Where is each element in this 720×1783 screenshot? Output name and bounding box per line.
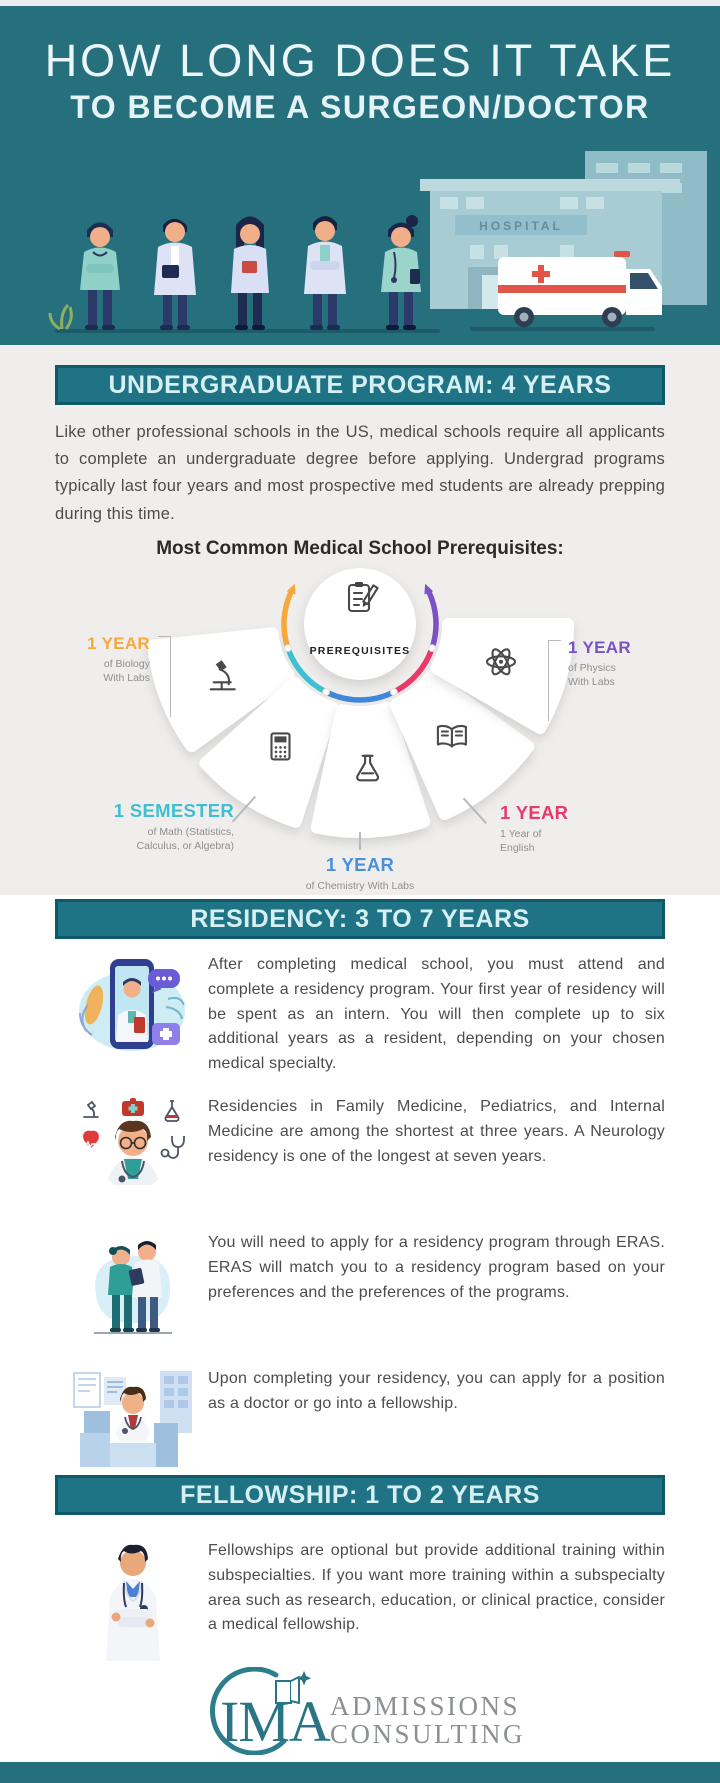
logo-monogram: IMA [220,1688,330,1754]
logo-line2: CONSULTING [330,1718,526,1749]
english-label [500,802,650,855]
physics-label [568,638,698,689]
doctor-with-medical-icons-icon [58,1095,208,1213]
math-duration: 1 SEMESTER [113,799,234,821]
biology-bracket [158,636,171,717]
ima-logo [0,1667,720,1755]
physics-duration: 1 YEAR [568,637,631,657]
biology-label [26,634,150,685]
fellowship-item [0,1539,720,1665]
chemistry-label [260,854,460,893]
undergraduate-banner: UNDERGRADUATE PROGRAM: 4 YEARS [55,365,665,405]
residency-text-2: Residencies in Family Medicine, Pediatrics, and Internal Medicine are among the shortest at three years. A Neurology residency is one of the longest at seven years. [208,1097,665,1165]
biology-duration: 1 YEAR [87,633,150,653]
doctor-at-clinic-desk-icon [58,1367,208,1469]
footer-bar [0,1762,720,1783]
math-detail1: of Math (Statistics, [147,825,234,838]
english-detail1: 1 Year of [500,827,542,840]
residency-item-3 [0,1231,720,1349]
undergraduate-section [0,345,720,895]
header [0,6,720,345]
telehealth-doctor-icon [58,953,208,1059]
prerequisites-heading: Most Common Medical School Prerequisites: [156,537,564,559]
chemistry-detail1: of Chemistry With Labs [305,879,415,892]
open-book-icon [438,726,466,747]
doctor-arms-crossed-icon [58,1539,208,1665]
two-medics-icon [58,1231,208,1349]
residency-text-4: Upon completing your residency, you can apply for a position as a doctor or go into a fellowship. [208,1369,665,1412]
residency-item-2 [0,1095,720,1213]
chemistry-connector [359,832,361,850]
hospital-sign-label: HOSPITAL [479,219,563,233]
residency-banner: RESIDENCY: 3 TO 7 YEARS [55,899,665,939]
logo-line1: ADMISSIONS [330,1690,521,1721]
ground-line-right [470,327,655,331]
physics-detail2: With Labs [568,676,615,689]
residency-item-4 [0,1367,720,1469]
residency-item-1 [0,953,720,1077]
fellowship-banner: FELLOWSHIP: 1 TO 2 YEARS [55,1475,665,1515]
residency-section [0,899,720,1755]
residency-text-1: After completing medical school, you must attend and complete a residency program. Your first year of residency will be spent as an intern. You will then complete up to six additional years as a resident, depending on your chosen medical specialty. [208,956,665,1073]
fellowship-text: Fellowships are optional but provide additional training within subspecialties. If you want more training within a subspecialty area such as research, education, or clinical practice, consider a medical fellowship. [208,1541,665,1634]
biology-detail1: of Biology [103,657,150,670]
math-detail2: Calculus, or Algebra) [136,840,234,853]
page-title-line1: HOW LONG DOES IT TAKE [44,35,676,86]
prerequisites-diagram [0,562,720,900]
english-duration: 1 YEAR [500,801,569,823]
physics-bracket [548,640,561,721]
math-label [44,800,234,853]
chemistry-duration: 1 YEAR [325,853,395,875]
doctors-hospital-illustration [0,133,720,345]
plant-icon [50,305,71,329]
doctor-group-illustration [80,215,421,330]
biology-detail2: With Labs [103,672,150,685]
residency-text-3: You will need to apply for a residency program through ERAS. ERAS will match you to a residency program based on your preferences and the preferences of the programs. [208,1233,665,1301]
prerequisites-center-label: PREREQUISITES [309,644,411,657]
page-title-line2: TO BECOME A SURGEON/DOCTOR [70,88,650,125]
prerequisites-center [304,568,416,680]
undergraduate-paragraph: Like other professional schools in the US, medical schools require all applicants to complete an undergraduate degree before applying. Undergrad programs typically last four years and most prospective med students are already prepping during this time. [55,423,665,523]
physics-detail1: of Physics [568,661,616,674]
english-detail2: English [500,842,535,855]
